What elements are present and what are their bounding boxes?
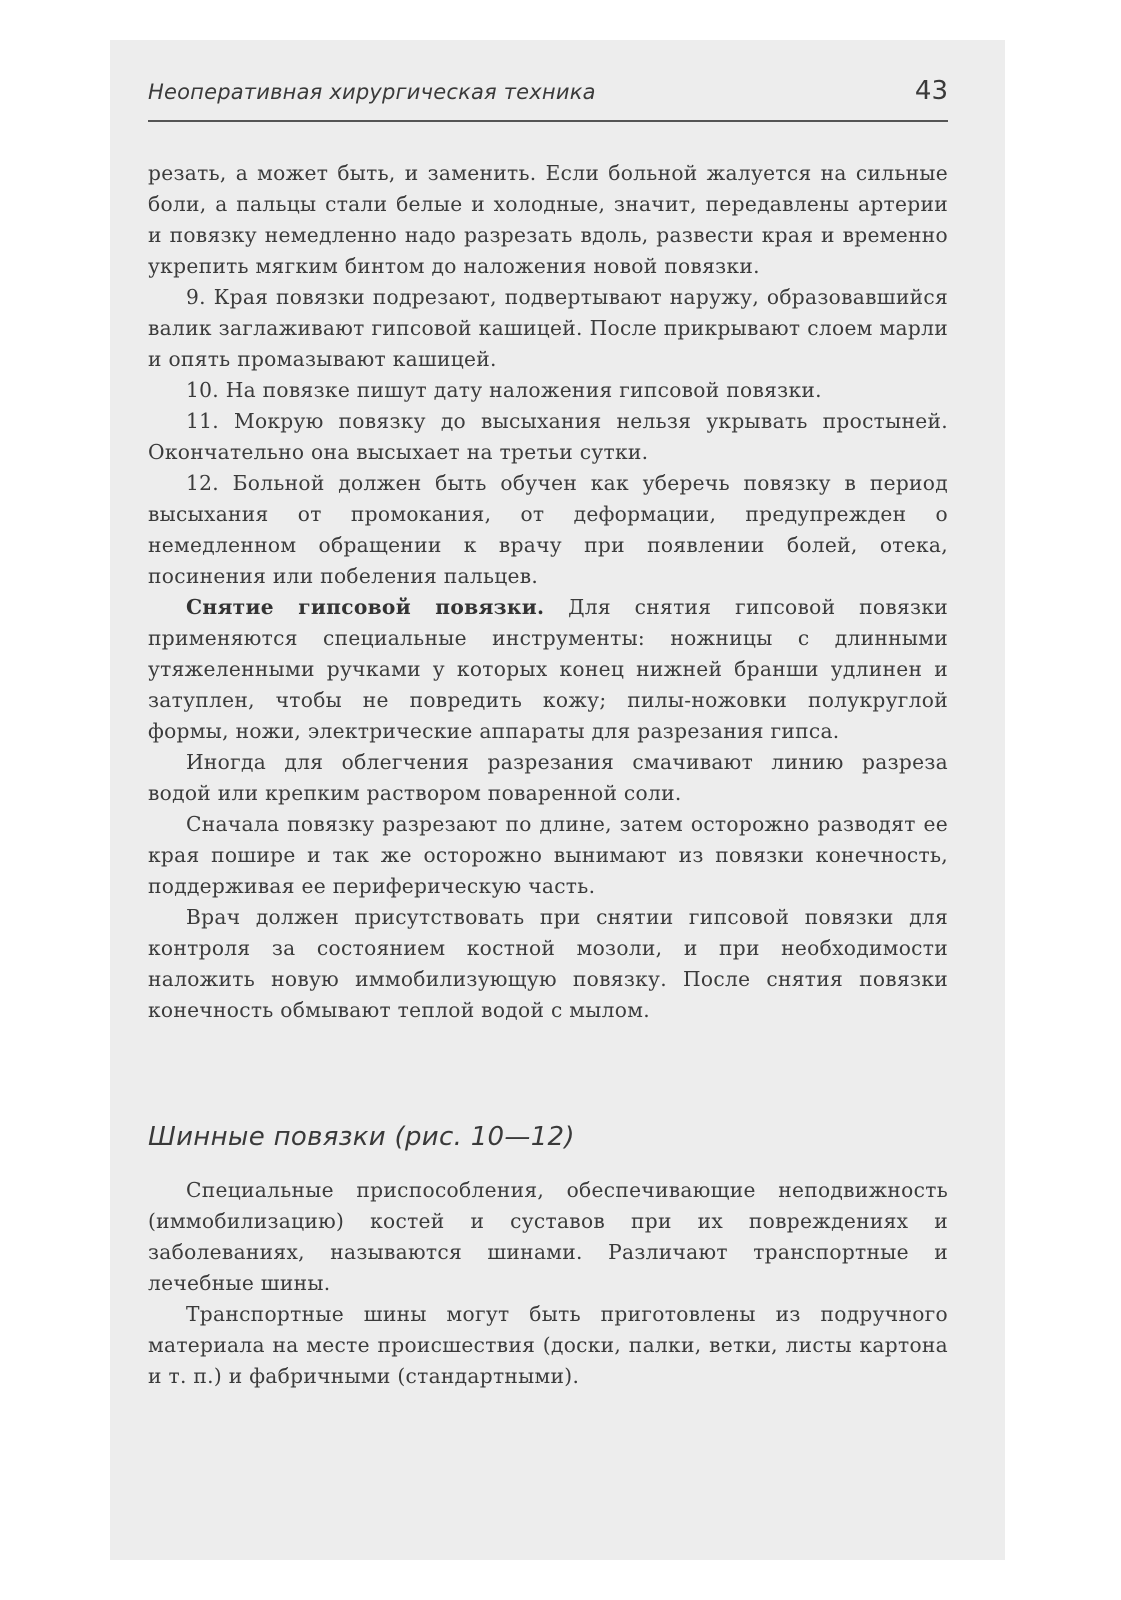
paragraph-doctor: Врач должен присутствовать при снятии гипсовой повязки для контроля за состоянием костной мозоли, и при необходимости наложить новую иммобилизующую повязку. После снятия повязки конечность обмывают теплой водой с мылом.	[148, 905, 948, 1022]
paragraph-cast-removal	[148, 592, 948, 747]
section-text	[148, 1175, 948, 1392]
paragraph-wetting: Иногда для облегчения разрезания смачивают линию разреза водой или крепким раствором поваренной соли.	[148, 750, 948, 805]
paragraph-item-12: 12. Больной должен быть обучен как уберечь повязку в период высыхания от промокания, от деформации, предупрежден о немедленном обращении к врачу при появлении болей, отека, посинения или побеления пальцев.	[148, 471, 948, 588]
page-number: 43	[914, 76, 948, 106]
header-rule	[148, 120, 948, 122]
paragraph-transport-splints: Транспортные шины могут быть приготовлены из подручного материала на месте происшествия (доски, палки, ветки, листы картона и т. п.) и фабричными (стандартными).	[148, 1302, 948, 1388]
book-page	[110, 40, 1005, 1560]
paragraph-item-11: 11. Мокрую повязку до высыхания нельзя укрывать простыней. Окончательно она высыхает на третьи сутки.	[148, 409, 948, 464]
main-text	[148, 158, 948, 1026]
cast-removal-text: Для снятия гипсовой повязки применяются специальные инструменты: ножницы с длинными утяжеленными ручками у которых конец нижней бранши удлинен и затуплен, чтобы не повредить кожу; пилы-ножовки полукруглой формы, ножи, электрические аппараты для разрезания гипса.	[148, 595, 949, 743]
section-title: Шинные повязки (рис. 10—12)	[148, 1122, 575, 1152]
paragraph-continued: резать, а может быть, и заменить. Если больной жалуется на сильные боли, а пальцы стали белые и холодные, значит, передавлены артерии и повязку немедленно надо разрезать вдоль, развести края и временно укрепить мягким бинтом до наложения новой повязки.	[148, 161, 948, 278]
running-head	[148, 76, 948, 120]
paragraph-cutting: Сначала повязку разрезают по длине, затем осторожно разводят ее края пошире и так же осторожно вынимают из повязки конечность, поддерживая ее периферическую часть.	[148, 812, 948, 898]
paragraph-splints-definition: Специальные приспособления, обеспечивающие неподвижность (иммобилизацию) костей и суставов при их повреждениях и заболеваниях, называются шинами. Различают транспортные и лечебные шины.	[148, 1178, 948, 1295]
running-title: Неоперативная хирургическая техника	[148, 80, 596, 104]
paragraph-item-10: 10. На повязке пишут дату наложения гипсовой повязки.	[186, 378, 822, 402]
run-in-heading: Снятие гипсовой повязки.	[186, 595, 545, 619]
paragraph-item-9: 9. Края повязки подрезают, подвертывают наружу, образовавшийся валик заглаживают гипсовой кашицей. После прикрывают слоем марли и опять промазывают кашицей.	[148, 285, 948, 371]
